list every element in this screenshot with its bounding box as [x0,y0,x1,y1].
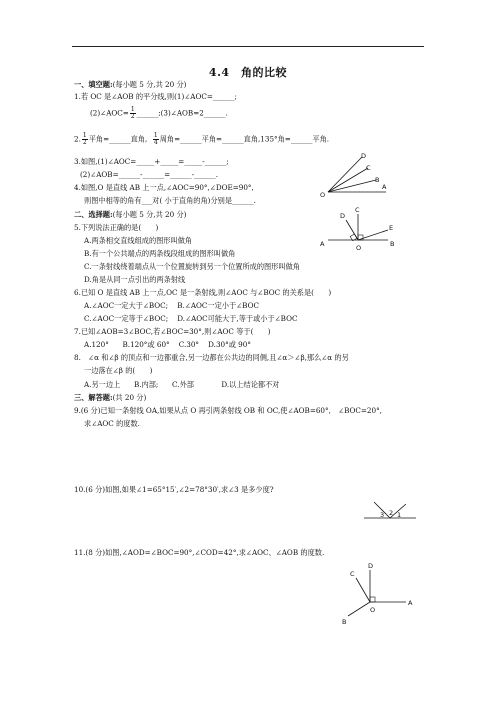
frac-denominator: 4 [153,139,158,146]
label-o: O [370,606,376,614]
q4-line2: 则图中相等的角有___对( 小于直角的角)分别是______. [84,196,256,205]
q9-line1: 9.(6 分)已知一条射线 OA,如果从点 O 再引两条射线 OB 和 OC,使∠AOB=60°, ∠BOC=20°, [74,406,382,415]
label-b: B [342,618,347,626]
q7-option-d: D.30°或 90° [208,340,251,349]
q2-lead: 2. [74,134,81,144]
header-rule [72,46,424,47]
q6-options-row1 [84,301,259,310]
figure-q10-angles [360,500,420,530]
section-heading: 三、解答题: [74,393,113,402]
q5-option-c: C.一条射线绕着端点从一个位置旋转到另一个位置所成的图形叫做角 [84,262,300,271]
section-note: (共 20 分) [112,393,147,402]
q2-part1: 平角=______直角, [88,134,148,144]
q7-options [84,340,251,349]
label-c: C [366,164,371,172]
q8-option-d: D.以上结论都不对 [221,380,280,389]
label-d: D [340,212,346,220]
q3-line2: (2)∠AOB=______-______=______-______. [80,170,219,179]
q7-option-a: A.120° [84,340,109,349]
label-a: A [408,599,413,607]
label-d: D [368,562,374,570]
ray-oc [356,578,370,602]
q5-option-d: D.角是从同一点引出的两条射线 [84,275,186,284]
q3-line1: 3.如图,(1)∠AOC=_____+_____=_____-______; [74,157,229,166]
section-heading: 二、选择题: [74,210,113,219]
q6-option-b: B.∠AOC一定小于∠BOC [177,301,259,310]
label-b: B [375,176,380,184]
q11-text: 11.(8 分)如图,∠AOD=∠BOC=90°,∠COD=42°,求∠AOC、∠AOB 的度数. [74,548,325,557]
label-c: C [350,570,355,578]
q2-fraction-1 [82,133,88,146]
figure-q4-line-ab [318,206,402,252]
frac-denominator: 2 [82,139,87,146]
q1-line2-post: ______;(3)∠AOB=2______. [136,108,228,118]
q8-option-a: A.另一边上 [84,380,121,389]
q8-options [84,380,279,389]
q8-option-b: B.内部; [133,380,159,389]
section-choice-header [74,210,186,219]
section-heading: 一、填空题: [74,80,113,89]
section-answer-header [74,393,146,402]
frac-numerator: 1 [130,106,135,113]
q5-option-b: B.有一个公共端点的两条线段组成的图形叫做角 [84,249,236,258]
figure-q11-angles [336,560,416,630]
label-c: C [355,206,360,214]
right-angle-mark [370,597,375,602]
ray-ob [348,602,370,616]
q6-stem: 6.已知 O 是直线 AB 上一点,OC 是一条射线,则∠AOC 与∠BOC 的关系是( ) [74,288,332,297]
q1-line2-pre: (2)∠AOC= [90,108,129,118]
q9-line2: 求∠AOC 的度数. [84,419,140,428]
label-a: A [382,183,387,191]
label-angle-3: 3 [380,511,385,519]
label-o: O [356,244,362,252]
frac-numerator: 1 [153,132,158,139]
label-d: D [361,152,367,160]
q8-option-c: C.外部 [172,380,194,389]
q2-line [74,133,329,146]
section-note: (每小题 5 分,共 20 分) [112,80,187,89]
q2-part2: 周角=______平角=______直角,135°角=______平角. [159,134,330,144]
q6-options-row2 [84,314,297,323]
page-title: 4.4 角的比较 [208,66,288,79]
q1-line2 [90,107,228,120]
figure-q3-angles [318,150,398,200]
q2-fraction-2 [153,133,159,146]
frac-numerator: 1 [82,132,87,139]
q5-stem: 5.下列说法正确的是( ) [74,223,159,232]
q7-option-b: B.120°或 60° [122,340,170,349]
q10-text: 10.(6 分)如图,如果∠1=65°15′,∠2=78°30′,求∠3 是多少度? [74,485,274,494]
q8-line1: 8. ∠α 和∠β 的顶点和一边都重合,另一边都在公共边的同侧,且∠α＞∠β,那么∠α 的另 [74,353,349,362]
q5-option-a: A.两条相交直线组成的图形叫做角 [84,236,193,245]
section-fill-header [74,80,186,89]
label-b: B [390,240,395,248]
q6-option-c: C.∠AOC一定等于∠BOC; [84,314,169,323]
label-e: E [389,224,394,232]
q6-option-d: D.∠AOC可能大于,等于或小于∠BOC [177,314,298,323]
q6-option-a: A.∠AOC一定大于∠BOC; [84,301,169,310]
label-a: A [320,240,325,248]
ray-ob [328,180,376,192]
q7-stem: 7.已知∠AOB=3∠BOC,若∠BOC=30°,则∠AOC 等于( ) [74,327,271,336]
q1-line1: 1.若 OC 是∠AOB 的平分线,则(1)∠AOC=______; [74,92,237,101]
q1-fraction [130,107,136,120]
frac-denominator: 2 [130,113,135,120]
q4-line1: 4.如图,O 是直线 AB 上一点,∠AOC=90°,∠DOE=90°, [74,183,254,192]
q8-line2: 一边落在∠β 的( ) [84,366,153,375]
section-note: (每小题 5 分,共 20 分) [112,210,187,219]
q7-option-c: C.30° [178,340,200,349]
label-angle-2: 2 [389,509,394,517]
label-o: O [320,191,326,199]
label-angle-1: 1 [397,511,402,519]
